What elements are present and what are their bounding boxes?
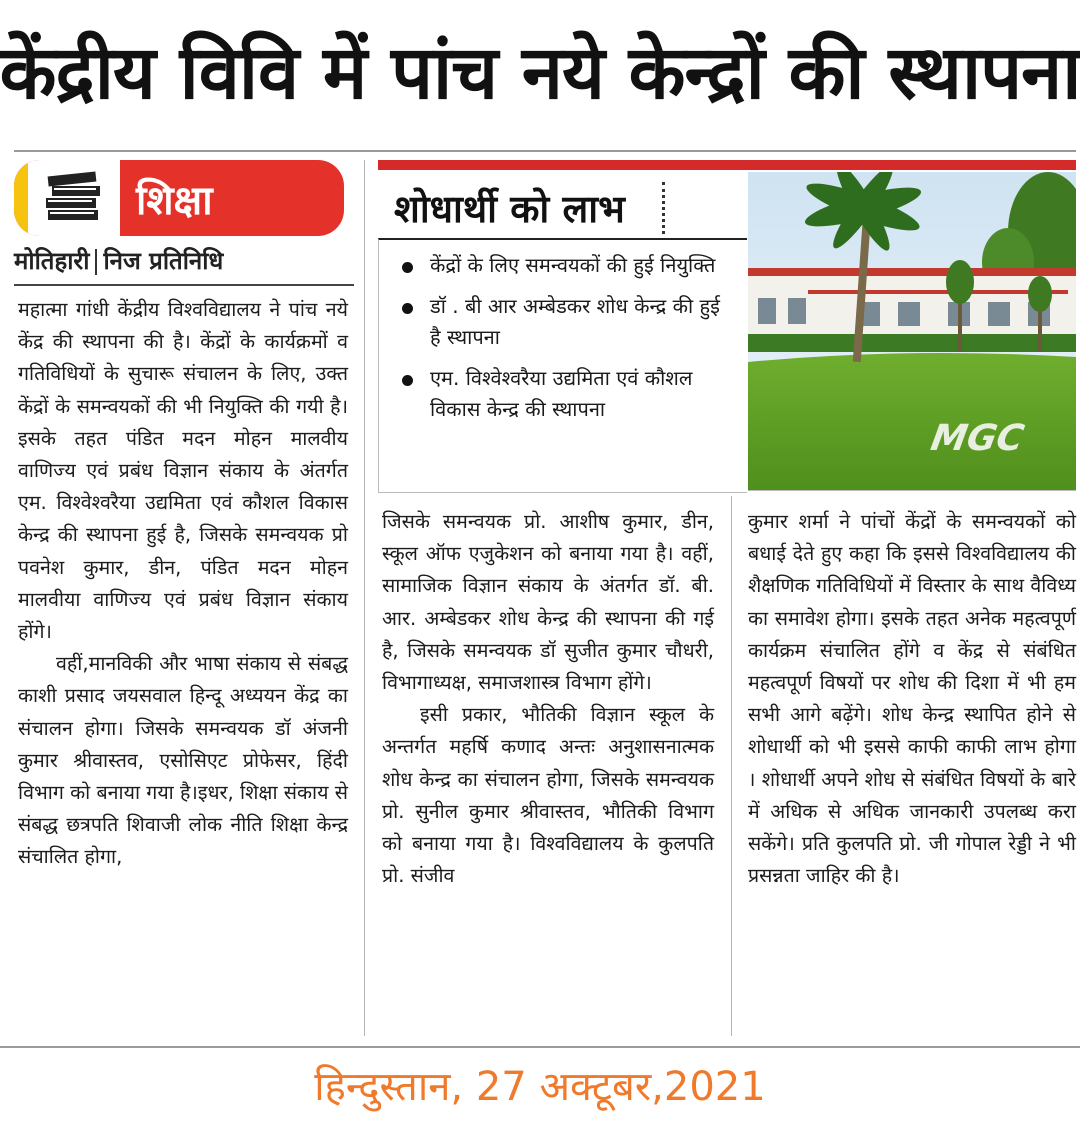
article-paragraph: इसी प्रकार, भौतिकी विज्ञान स्कूल के अन्तर्गत महर्षि कणाद अन्तः अनुशासनात्मक शोध केन्द्र का संचालन होगा, जिसके समन्वयक प्रो. सुनील कुमार श्रीवास्तव, भौतिकी विभाग को बनाया गया है। विश्वविद्यालय के कुलपति प्रो. संजीव	[382, 703, 714, 888]
article-paragraph: वहीं,मानविकी और भाषा संकाय से संबद्ध काशी प्रसाद जयसवाल हिन्दू अध्ययन केंद्र का संचालन होगा। जिसके समन्वयक डॉ अंजनी कुमार श्रीवास्तव, एसोसिएट प्रोफेसर, हिंदी विभाग को बनाया गया है।इधर, शिक्षा संकाय से संबद्ध छत्रपति शिवाजी लोक नीति शिक्षा केन्द्र संचालित होगा,	[18, 652, 348, 869]
list-item	[396, 291, 736, 353]
headline: केंद्रीय विवि में पांच नये केन्द्रों की स्थापना	[0, 29, 1080, 116]
box-title: शोधार्थी को लाभ	[394, 187, 625, 231]
bullet-icon	[402, 303, 413, 314]
byline-place: मोतिहारी	[14, 247, 90, 275]
ground-lettering: MGC	[923, 416, 1031, 459]
article-paragraph: जिसके समन्वयक प्रो. आशीष कुमार, डीन, स्कूल ऑफ एजुकेशन को बनाया गया है। वहीं, सामाजिक विज्ञान संकाय के अंतर्गत डॉ. बी. आर. अम्बेडकर शोध केन्द्र की स्थापना की गई है, जिसके समन्वयक डॉ सुजीत कुमार चौधरी, विभागाध्यक्ष, समाजशास्त्र विभाग होंगे।	[382, 510, 714, 695]
article-paragraph: महात्मा गांधी केंद्रीय विश्वविद्यालय ने पांच नये केंद्र की स्थापना की है। केंद्रों के कार्यक्रमों व गतिविधियों के सुचारू संचालन के लिए, उक्त केंद्रों के समन्वयकों की भी नियुक्ति की गयी है। इसके तहत पंडित मदन मोहन मालवीय वाणिज्य एवं प्रबंध विज्ञान संकाय के अंतर्गत एम. विश्वेश्वरैया उद्यमिता एवं कौशल विकास केन्द्र की स्थापना हुई है, जिसके समन्वयक प्रो पवनेश कुमार, डीन, पंडित मदन मोहन मालवीया वाणिज्य एवं प्रबंध विज्ञान संकाय होंगे।	[18, 298, 348, 644]
bottom-divider	[0, 1046, 1080, 1048]
column-divider	[364, 160, 365, 1036]
list-item	[396, 250, 736, 281]
list-item-text: केंद्रों के लिए समन्वयकों की हुई नियुक्ति	[430, 253, 716, 277]
box-red-bar	[378, 160, 1076, 170]
box-title-dots	[662, 182, 668, 234]
byline-divider	[14, 284, 354, 286]
bullet-icon	[402, 262, 413, 273]
highlights-list	[396, 250, 736, 435]
list-item-text: एम. विश्वेश्वरैया उद्यमिता एवं कौशल विकास केन्द्र की स्थापना	[430, 366, 693, 421]
source-caption: हिन्दुस्तान, 27 अक्टूबर,2021	[314, 1063, 766, 1110]
byline-separator	[95, 249, 97, 275]
list-item-text: डॉ . बी आर अम्बेडकर शोध केन्द्र की हुई है स्थापना	[430, 294, 720, 349]
section-badge	[14, 160, 344, 236]
article-column-1	[18, 294, 348, 874]
column-divider	[731, 496, 732, 1036]
article-column-3	[748, 506, 1076, 892]
article-column-2	[382, 506, 714, 892]
article-paragraph: कुमार शर्मा ने पांचों केंद्रों के समन्वयकों को बधाई देते हुए कहा कि इससे विश्वविद्यालय की शैक्षणिक गतिविधियों में विस्तार के साथ वैविध्य का समावेश होगा। इसके तहत अनेक महत्वपूर्ण कार्यक्रम संचालित होंगे व केंद्र से संबंधित महत्वपूर्ण विषयों पर शोध की दिशा में भी हम सभी आगे बढ़ेंगे। शोध केन्द्र स्थापित होने से शोधार्थी को भी इससे काफी काफी लाभ होगा । शोधार्थी अपने शोध से संबंधित विषयों के बारे में अधिक से अधिक जानकारी उपलब्ध करा सकेंगे। प्रति कुलपति प्रो. जी गोपाल रेड्डी ने भी प्रसन्नता जाहिर की है।	[748, 510, 1076, 888]
campus-photo-illustration	[748, 172, 1076, 490]
section-label: शिक्षा	[136, 177, 213, 224]
bullet-icon	[402, 375, 413, 386]
byline	[14, 244, 354, 280]
books-icon	[28, 160, 120, 236]
badge-yellow-stripe	[14, 160, 28, 236]
list-item	[396, 363, 736, 425]
top-divider	[14, 150, 1076, 152]
campus-photo	[748, 172, 1076, 491]
byline-author: निज प्रतिनिधि	[103, 247, 224, 275]
